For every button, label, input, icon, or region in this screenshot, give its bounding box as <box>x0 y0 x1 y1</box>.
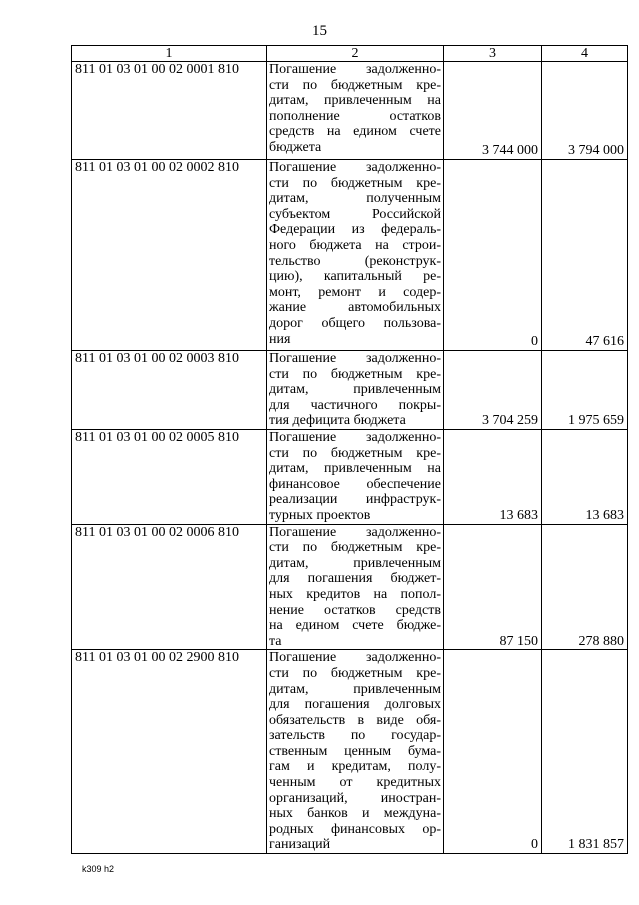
description-cell <box>267 650 444 854</box>
amount-col3-cell: 0 <box>444 650 542 854</box>
description-line: на едином счете бюдже- <box>269 618 441 634</box>
description-line: организаций, иностран- <box>269 790 441 806</box>
page-number: 15 <box>312 23 327 39</box>
column-header-1: 1 <box>72 46 267 62</box>
description-line: сти по бюджетным кре- <box>269 175 441 191</box>
description-line: Погашение задолженно- <box>269 524 441 540</box>
description-line: сти по бюджетным кре- <box>269 445 441 461</box>
description-line: для частичного покры- <box>269 397 441 413</box>
budget-code-cell: 811 01 03 01 00 02 0003 810 <box>72 351 267 430</box>
description-line: цию), капитальный ре- <box>269 269 441 285</box>
description-line: дорог общего пользова- <box>269 315 441 331</box>
budget-code-cell: 811 01 03 01 00 02 0006 810 <box>72 524 267 650</box>
description-line: гам и кредитам, полу- <box>269 759 441 775</box>
budget-table <box>71 45 628 854</box>
description-line: дитам, привлеченным <box>269 382 441 398</box>
description-line: для погашения бюджет- <box>269 571 441 587</box>
budget-code-cell: 811 01 03 01 00 02 0002 810 <box>72 160 267 351</box>
amount-col4-cell: 13 683 <box>542 430 628 525</box>
amount-col4-cell: 3 794 000 <box>542 62 628 160</box>
column-header-4: 4 <box>542 46 628 62</box>
description-line: нение остатков средств <box>269 602 441 618</box>
description-line: Погашение задолженно- <box>269 430 441 445</box>
description-line: для погашения долговых <box>269 697 441 713</box>
table-row <box>72 430 628 525</box>
description-line: монт, ремонт и содер- <box>269 284 441 300</box>
description-line: пополнение остатков <box>269 108 441 124</box>
description-line: сти по бюджетным кре- <box>269 366 441 382</box>
description-cell <box>267 524 444 650</box>
table-row <box>72 62 628 160</box>
budget-code-cell: 811 01 03 01 00 02 0001 810 <box>72 62 267 160</box>
description-line: турных проектов <box>269 507 371 523</box>
description-line: ченным от кредитных <box>269 775 441 791</box>
amount-col4-cell: 278 880 <box>542 524 628 650</box>
description-line: Погашение задолженно- <box>269 62 441 77</box>
column-header-3: 3 <box>444 46 542 62</box>
description-line: бюджета <box>269 139 322 155</box>
amount-col4-cell: 47 616 <box>542 160 628 351</box>
description-line: сти по бюджетным кре- <box>269 665 441 681</box>
description-line: родных финансовых ор- <box>269 821 441 837</box>
description-cell <box>267 160 444 351</box>
amount-col3-cell: 13 683 <box>444 430 542 525</box>
description-line: дитам, привлеченным на <box>269 461 441 477</box>
description-line: зательств по государ- <box>269 728 441 744</box>
description-cell <box>267 62 444 160</box>
description-line: ных банков и междуна- <box>269 806 441 822</box>
description-line: ного бюджета на строи- <box>269 237 441 253</box>
description-line: тия дефицита бюджета <box>269 413 406 429</box>
description-line: Федерации из федераль- <box>269 222 441 238</box>
budget-code-cell: 811 01 03 01 00 02 2900 810 <box>72 650 267 854</box>
amount-col3-cell: 3 704 259 <box>444 351 542 430</box>
description-line: дитам, привлеченным <box>269 681 441 697</box>
description-line: тельство (реконструк- <box>269 253 441 269</box>
description-line: ния <box>269 331 291 347</box>
description-cell <box>267 351 444 430</box>
amount-col3-cell: 87 150 <box>444 524 542 650</box>
table-body <box>72 62 628 854</box>
description-line: дитам, привлеченным на <box>269 93 441 109</box>
description-line: дитам, привлеченным <box>269 555 441 571</box>
description-line: субъектом Российской <box>269 206 441 222</box>
amount-col4-cell: 1 975 659 <box>542 351 628 430</box>
description-line: ных кредитов на попол- <box>269 586 441 602</box>
column-header-2: 2 <box>267 46 444 62</box>
amount-col4-cell: 1 831 857 <box>542 650 628 854</box>
description-line: Погашение задолженно- <box>269 351 441 366</box>
amount-col3-cell: 3 744 000 <box>444 62 542 160</box>
description-line: реализации инфраструк- <box>269 492 441 508</box>
table-header-row <box>72 46 628 62</box>
budget-code-cell: 811 01 03 01 00 02 0005 810 <box>72 430 267 525</box>
description-line: дитам, полученным <box>269 191 441 207</box>
description-line: жание автомобильных <box>269 300 441 316</box>
description-cell <box>267 430 444 525</box>
description-line: сти по бюджетным кре- <box>269 77 441 93</box>
description-line: сти по бюджетным кре- <box>269 540 441 556</box>
description-line: обязательств в виде обя- <box>269 712 441 728</box>
table-row <box>72 160 628 351</box>
description-line: ственным ценным бума- <box>269 743 441 759</box>
table-row <box>72 524 628 650</box>
description-line: Погашение задолженно- <box>269 650 441 666</box>
table-row <box>72 650 628 854</box>
table-row <box>72 351 628 430</box>
description-line: финансовое обеспечение <box>269 476 441 492</box>
footer-code: k309 h2 <box>82 864 115 874</box>
description-line: та <box>269 633 282 649</box>
description-line: средств на едином счете <box>269 124 441 140</box>
description-line: Погашение задолженно- <box>269 160 441 175</box>
amount-col3-cell: 0 <box>444 160 542 351</box>
description-line: ганизаций <box>269 837 331 853</box>
